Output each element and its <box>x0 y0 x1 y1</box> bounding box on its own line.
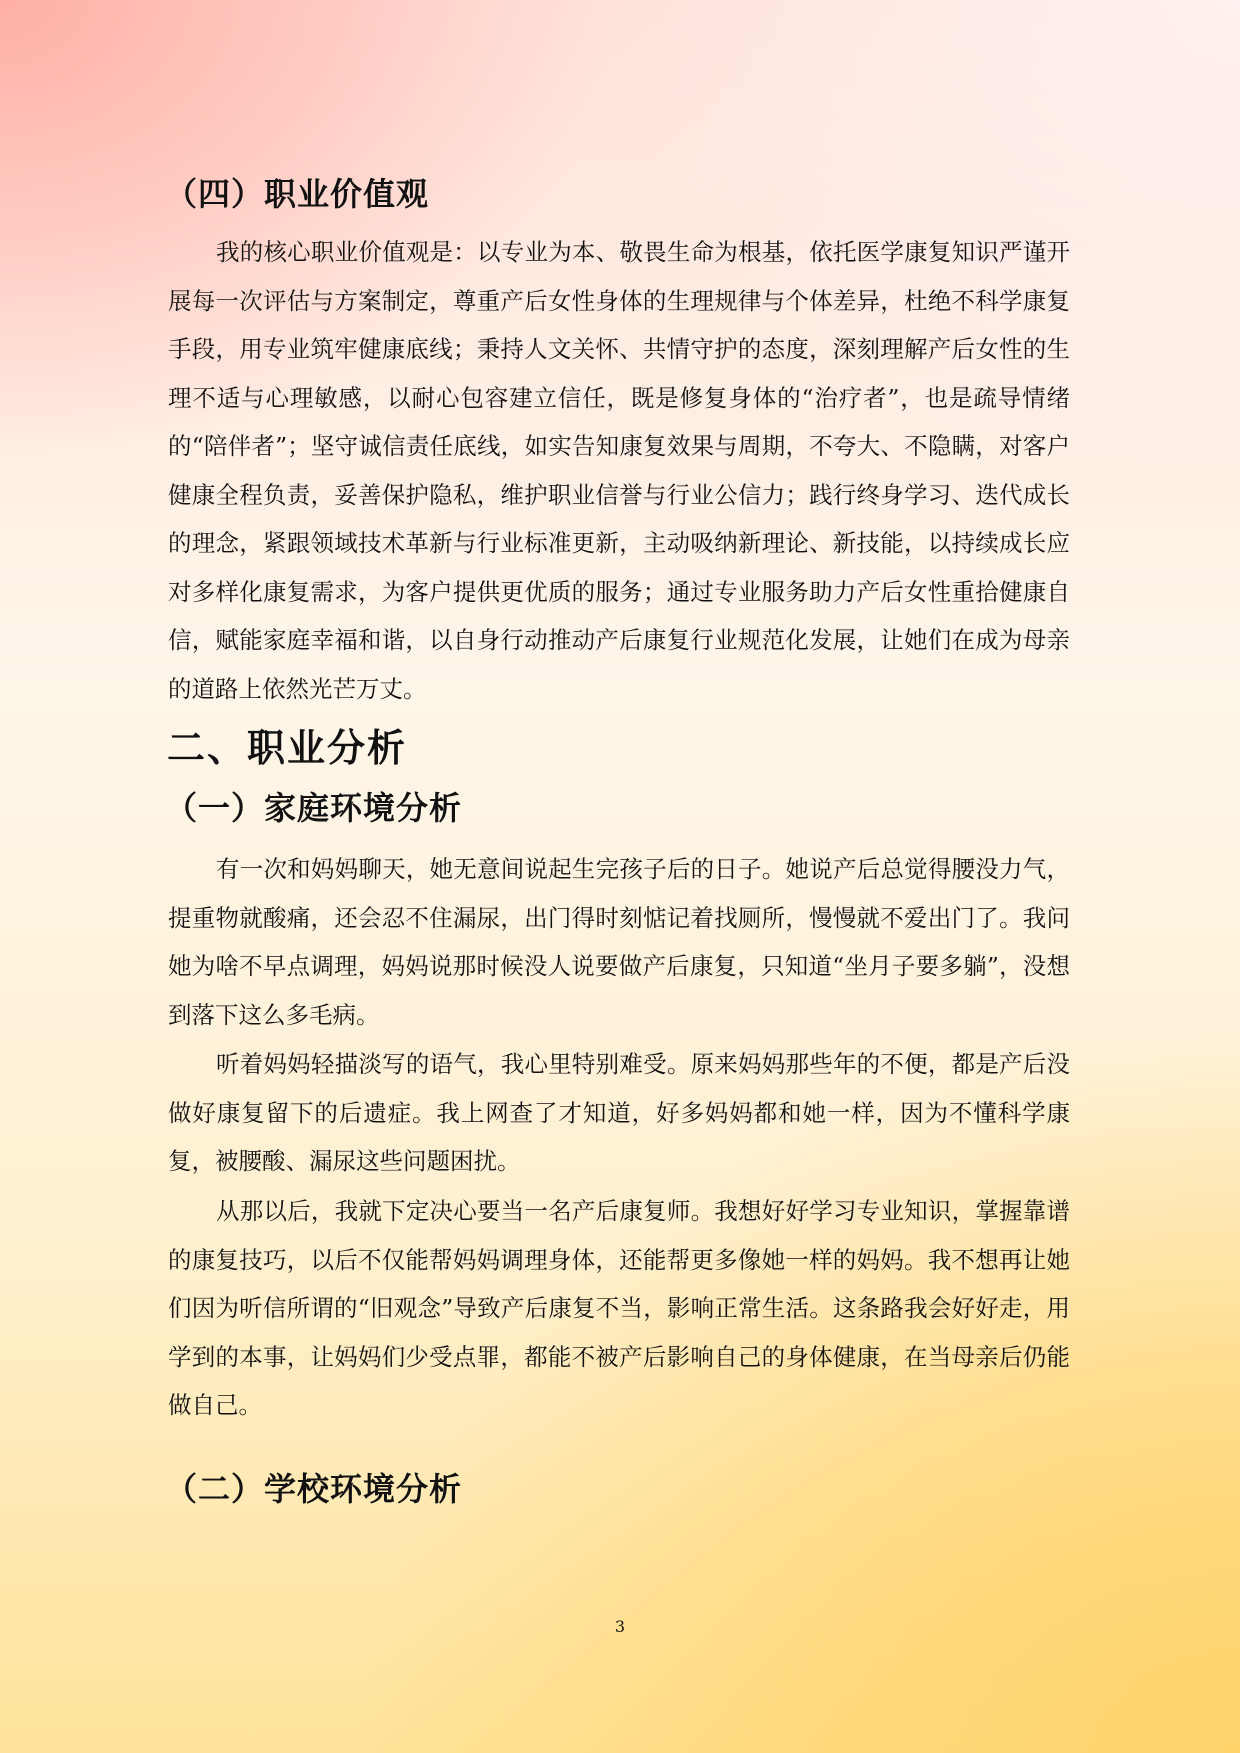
chapter-heading-career-analysis: 二、职业分析 <box>167 725 408 770</box>
family-paragraph-2: 听着妈妈轻描淡写的语气，我心里特别难受。原来妈妈那些年的不便，都是产后没做好康复留下的后遗症。我上网查了才知道，好多妈妈都和她一样，因为不懂科学康复，被腰酸、漏尿这些问题困扰。 <box>168 1050 1070 1175</box>
family-paragraph-1: 有一次和妈妈聊天，她无意间说起生完孩子后的日子。她说产后总觉得腰没力气，提重物就酸痛，还会忍不住漏尿，出门得时刻惦记着找厕所，慢慢就不爱出门了。我问她为啥不早点调理，妈妈说那时候没人说要做产后康复，只知道“坐月子要多躺”，没想到落下这么多毛病。 <box>168 855 1070 1029</box>
section-heading-family-environment: （一）家庭环境分析 <box>165 789 463 827</box>
family-paragraph-3: 从那以后，我就下定决心要当一名产后康复师。我想好好学习专业知识，掌握靠谱的康复技巧，以后不仅能帮妈妈调理身体，还能帮更多像她一样的妈妈。我不想再让她们因为听信所谓的“旧观念”导致产后康复不当，影响正常生活。这条路我会好好走，用学到的本事，让妈妈们少受点罪，都能不被产后影响自己的身体健康，在当母亲后仍能做自己。 <box>168 1197 1070 1419</box>
section-heading-school-environment: （二）学校环境分析 <box>165 1470 463 1508</box>
section-heading-career-values: （四）职业价值观 <box>165 175 430 213</box>
page-number: 3 <box>614 1617 626 1636</box>
career-values-paragraph: 我的核心职业价值观是：以专业为本、敬畏生命为根基，依托医学康复知识严谨开展每一次评估与方案制定，尊重产后女性身体的生理规律与个体差异，杜绝不科学康复手段，用专业筑牢健康底线；秉持人文关怀、共情守护的态度，深刻理解产后女性的生理不适与心理敏感，以耐心包容建立信任，既是修复身体的“治疗者”，也是疏导情绪的“陪伴者”；坚守诚信责任底线，如实告知康复效果与周期，不夸大、不隐瞒，对客户健康全程负责，妥善保护隐私，维护职业信誉与行业公信力；践行终身学习、迭代成长的理念，紧跟领域技术革新与行业标准更新，主动吸纳新理论、新技能，以持续成长应对多样化康复需求，为客户提供更优质的服务；通过专业服务助力产后女性重拾健康自信，赋能家庭幸福和谐，以自身行动推动产后康复行业规范化发展，让她们在成为母亲的道路上依然光芒万丈。 <box>168 238 1070 703</box>
